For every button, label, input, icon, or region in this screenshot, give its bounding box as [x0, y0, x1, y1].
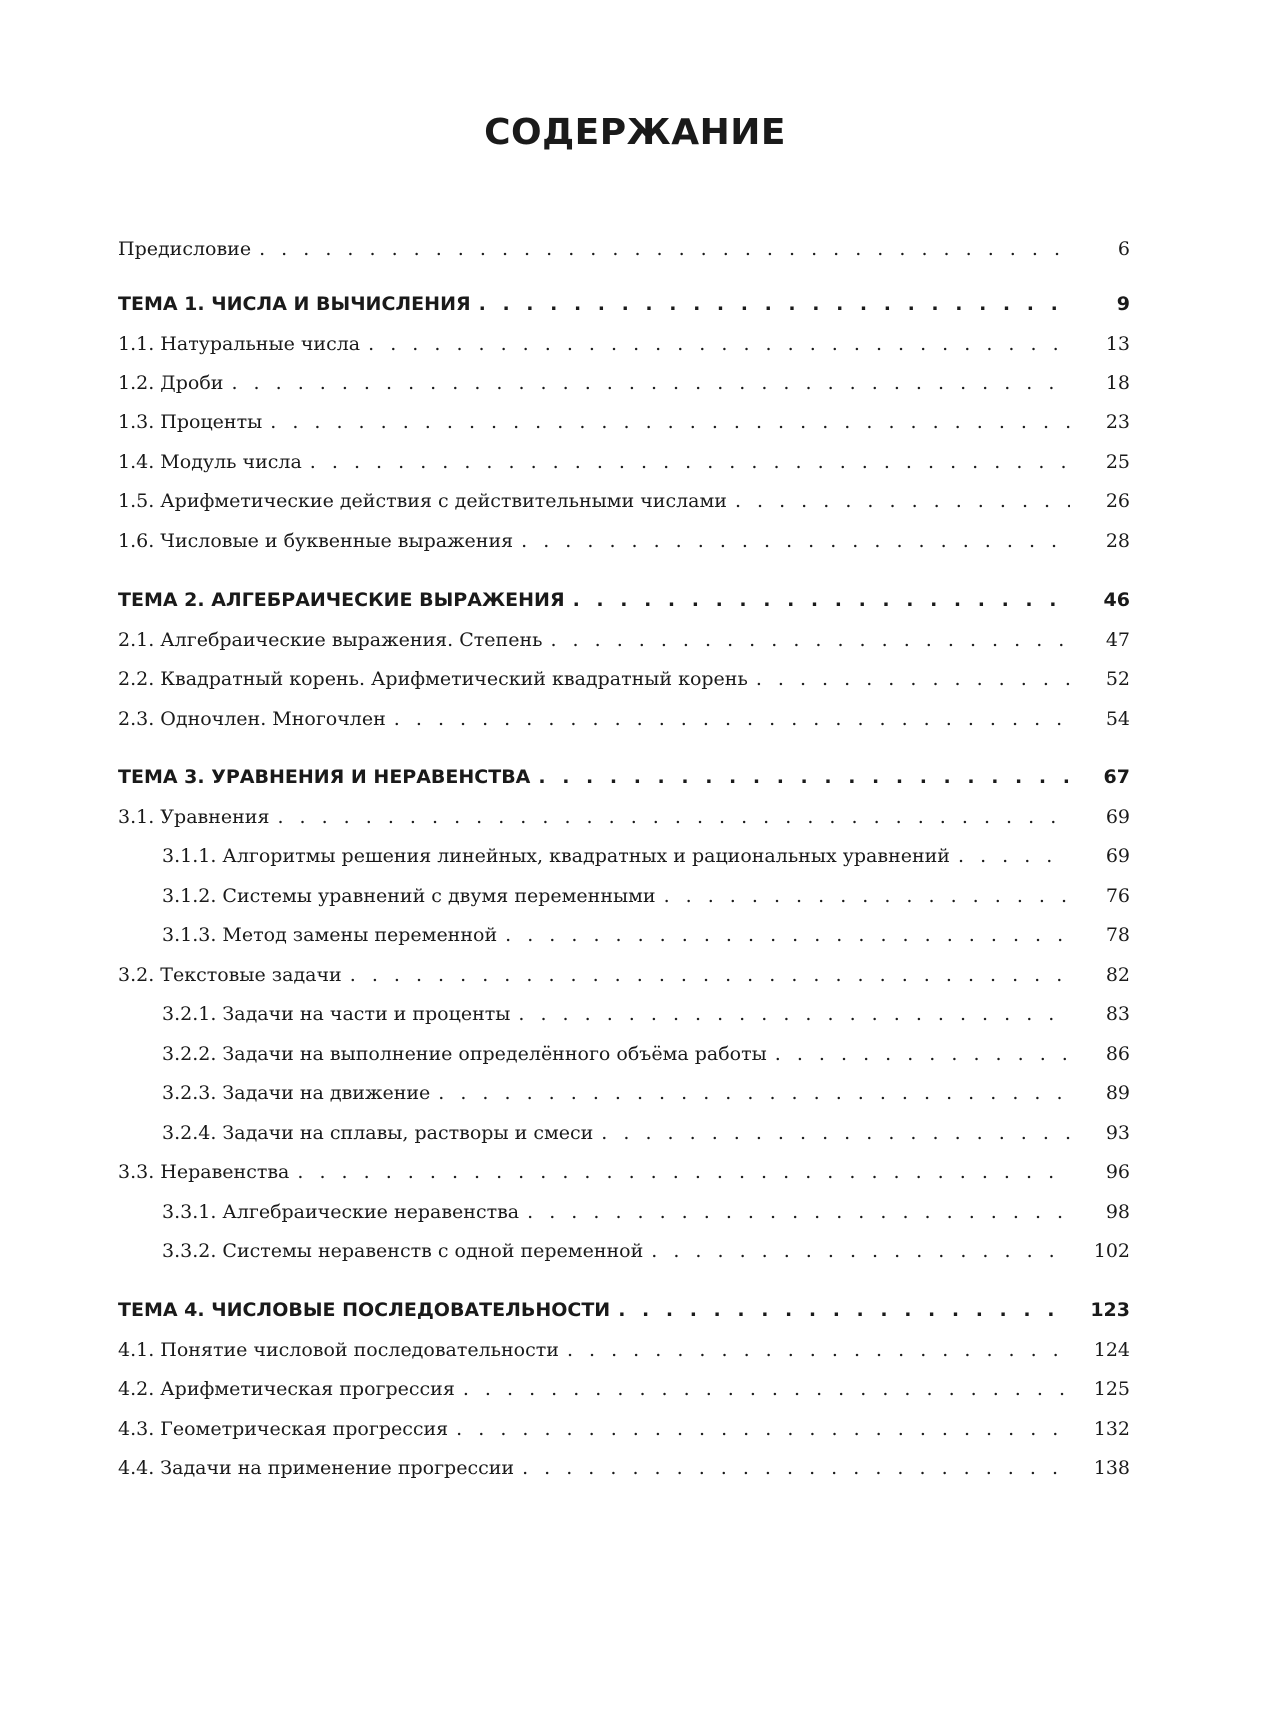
toc-entry-page: 83 — [1105, 1003, 1130, 1025]
toc-entry-label: 1.4. Модуль числа — [118, 451, 302, 473]
toc-subentry — [118, 1003, 1130, 1039]
toc-entry — [118, 629, 1130, 665]
toc-entry-page: 125 — [1093, 1378, 1130, 1400]
dot-leader — [463, 1378, 1070, 1400]
toc-entry-page: 78 — [1105, 924, 1130, 946]
toc-entry-label: Предисловие — [118, 238, 252, 260]
dot-leader — [618, 1299, 1070, 1321]
toc-entry-label: 4.2. Арифметическая прогрессия — [118, 1378, 455, 1400]
toc-entry — [118, 668, 1130, 704]
toc-entry-label: 2.2. Квадратный корень. Арифметический квадратный корень — [118, 668, 748, 690]
toc-entry-page: 89 — [1105, 1082, 1130, 1104]
toc-entry-page: 123 — [1090, 1299, 1130, 1321]
toc-entry-page: 93 — [1105, 1122, 1130, 1144]
toc-entry-page: 67 — [1103, 766, 1130, 788]
toc-entry — [118, 708, 1130, 744]
toc-entry-page: 28 — [1105, 530, 1130, 552]
toc-entry-page: 86 — [1105, 1043, 1130, 1065]
toc-entry-label: ТЕМА 1. ЧИСЛА И ВЫЧИСЛЕНИЯ — [118, 293, 471, 315]
toc-entry — [118, 806, 1130, 842]
toc-entry-page: 76 — [1105, 885, 1130, 907]
dot-leader — [438, 1082, 1070, 1104]
dot-leader — [567, 1339, 1070, 1361]
toc-entry — [118, 1457, 1130, 1493]
dot-leader — [664, 885, 1070, 907]
toc-entry-page: 47 — [1105, 629, 1130, 651]
dot-leader — [521, 530, 1070, 552]
toc-entry — [118, 490, 1130, 526]
toc-entry-label: 3.3. Неравенства — [118, 1161, 290, 1183]
toc-entry-label: 2.3. Одночлен. Многочлен — [118, 708, 386, 730]
dot-leader — [270, 411, 1070, 433]
toc-entry-label: 3.2.2. Задачи на выполнение определённого объёма работы — [162, 1043, 767, 1065]
toc-entry-label: ТЕМА 2. АЛГЕБРАИЧЕСКИЕ ВЫРАЖЕНИЯ — [118, 589, 565, 611]
toc-entry-label: 4.4. Задачи на применение прогрессии — [118, 1457, 515, 1479]
toc-entry — [118, 451, 1130, 487]
dot-leader — [527, 1201, 1070, 1223]
toc-topic-heading — [118, 293, 1130, 329]
dot-leader — [522, 1457, 1070, 1479]
dot-leader — [775, 1043, 1070, 1065]
toc-entry — [118, 238, 1130, 274]
dot-leader — [310, 451, 1070, 473]
dot-leader — [394, 708, 1070, 730]
dot-leader — [479, 293, 1070, 315]
dot-leader — [259, 238, 1070, 260]
toc-entry — [118, 530, 1130, 566]
toc-entry — [118, 411, 1130, 447]
dot-leader — [231, 372, 1070, 394]
toc-entry-label: 1.6. Числовые и буквенные выражения — [118, 530, 514, 552]
toc-entry-label: 1.5. Арифметические действия с действительными числами — [118, 490, 727, 512]
toc-entry-page: 54 — [1105, 708, 1130, 730]
toc-entry-label: 1.1. Натуральные числа — [118, 333, 361, 355]
toc-entry-page: 9 — [1116, 293, 1130, 315]
toc-entry-page: 6 — [1117, 238, 1130, 260]
dot-leader — [538, 766, 1070, 788]
dot-leader — [456, 1418, 1070, 1440]
dot-leader — [350, 964, 1070, 986]
dot-leader — [505, 924, 1070, 946]
toc-entry-label: ТЕМА 3. УРАВНЕНИЯ И НЕРАВЕНСТВА — [118, 766, 531, 788]
toc-entry — [118, 1418, 1130, 1454]
toc-entry-page: 23 — [1105, 411, 1130, 433]
toc-subentry — [118, 1240, 1130, 1276]
toc-entry-page: 98 — [1105, 1201, 1130, 1223]
toc-entry-label: 3.1.1. Алгоритмы решения линейных, квадратных и рациональных уравнений — [162, 845, 950, 867]
toc-topic-heading — [118, 766, 1130, 802]
dot-leader — [756, 668, 1070, 690]
toc-entry — [118, 1161, 1130, 1197]
toc-entry-page: 26 — [1105, 490, 1130, 512]
toc-entry-label: 2.1. Алгебраические выражения. Степень — [118, 629, 543, 651]
toc-entry-page: 25 — [1105, 451, 1130, 473]
dot-leader — [573, 589, 1070, 611]
dot-leader — [277, 806, 1070, 828]
toc-entry-page: 52 — [1105, 668, 1130, 690]
toc-entry-label: 4.1. Понятие числовой последовательности — [118, 1339, 559, 1361]
toc-subentry — [118, 1122, 1130, 1158]
toc-entry-label: 3.2.4. Задачи на сплавы, растворы и смеси — [162, 1122, 594, 1144]
toc-entry-label: 3.2. Текстовые задачи — [118, 964, 342, 986]
toc-entry — [118, 1378, 1130, 1414]
toc-entry-label: 1.3. Проценты — [118, 411, 263, 433]
toc-entry-label: ТЕМА 4. ЧИСЛОВЫЕ ПОСЛЕДОВАТЕЛЬНОСТИ — [118, 1299, 611, 1321]
toc-entry — [118, 372, 1130, 408]
toc-entry-label: 1.2. Дроби — [118, 372, 224, 394]
toc-subentry — [118, 1043, 1130, 1079]
toc-entry-label: 4.3. Геометрическая прогрессия — [118, 1418, 449, 1440]
toc-topic-heading — [118, 589, 1130, 625]
toc-subentry — [118, 924, 1130, 960]
dot-leader — [651, 1240, 1070, 1262]
toc-entry-page: 138 — [1093, 1457, 1130, 1479]
dot-leader — [368, 333, 1070, 355]
toc-entry-label: 3.2.3. Задачи на движение — [162, 1082, 431, 1104]
toc-entry-label: 3.3.2. Системы неравенств с одной переменной — [162, 1240, 644, 1262]
dot-leader — [550, 629, 1070, 651]
toc-subentry — [118, 845, 1130, 881]
dot-leader — [518, 1003, 1070, 1025]
toc-entry-page: 13 — [1105, 333, 1130, 355]
toc-entry-page: 69 — [1105, 845, 1130, 867]
toc-subentry — [118, 1201, 1130, 1237]
toc-entry-page: 124 — [1093, 1339, 1130, 1361]
toc-topic-heading — [118, 1299, 1130, 1335]
toc-entry-label: 3.1. Уравнения — [118, 806, 270, 828]
toc-entry-page: 69 — [1105, 806, 1130, 828]
toc-subentry — [118, 885, 1130, 921]
toc-entry-label: 3.1.2. Системы уравнений с двумя переменными — [162, 885, 656, 907]
toc-entry-label: 3.1.3. Метод замены переменной — [162, 924, 498, 946]
toc-subentry — [118, 1082, 1130, 1118]
dot-leader — [958, 845, 1070, 867]
toc-entry-page: 46 — [1103, 589, 1130, 611]
toc-entry-label: 3.3.1. Алгебраические неравенства — [162, 1201, 520, 1223]
dot-leader — [297, 1161, 1070, 1183]
toc-entry-page: 96 — [1105, 1161, 1130, 1183]
dot-leader — [601, 1122, 1070, 1144]
toc-entry-page: 82 — [1105, 964, 1130, 986]
toc-entry-page: 132 — [1093, 1418, 1130, 1440]
toc-entry — [118, 1339, 1130, 1375]
toc-entry-page: 18 — [1105, 372, 1130, 394]
page-title: СОДЕРЖАНИЕ — [484, 112, 786, 153]
toc-entry — [118, 964, 1130, 1000]
toc-entry — [118, 333, 1130, 369]
dot-leader — [735, 490, 1070, 512]
toc-entry-page: 102 — [1093, 1240, 1130, 1262]
toc-entry-label: 3.2.1. Задачи на части и проценты — [162, 1003, 511, 1025]
